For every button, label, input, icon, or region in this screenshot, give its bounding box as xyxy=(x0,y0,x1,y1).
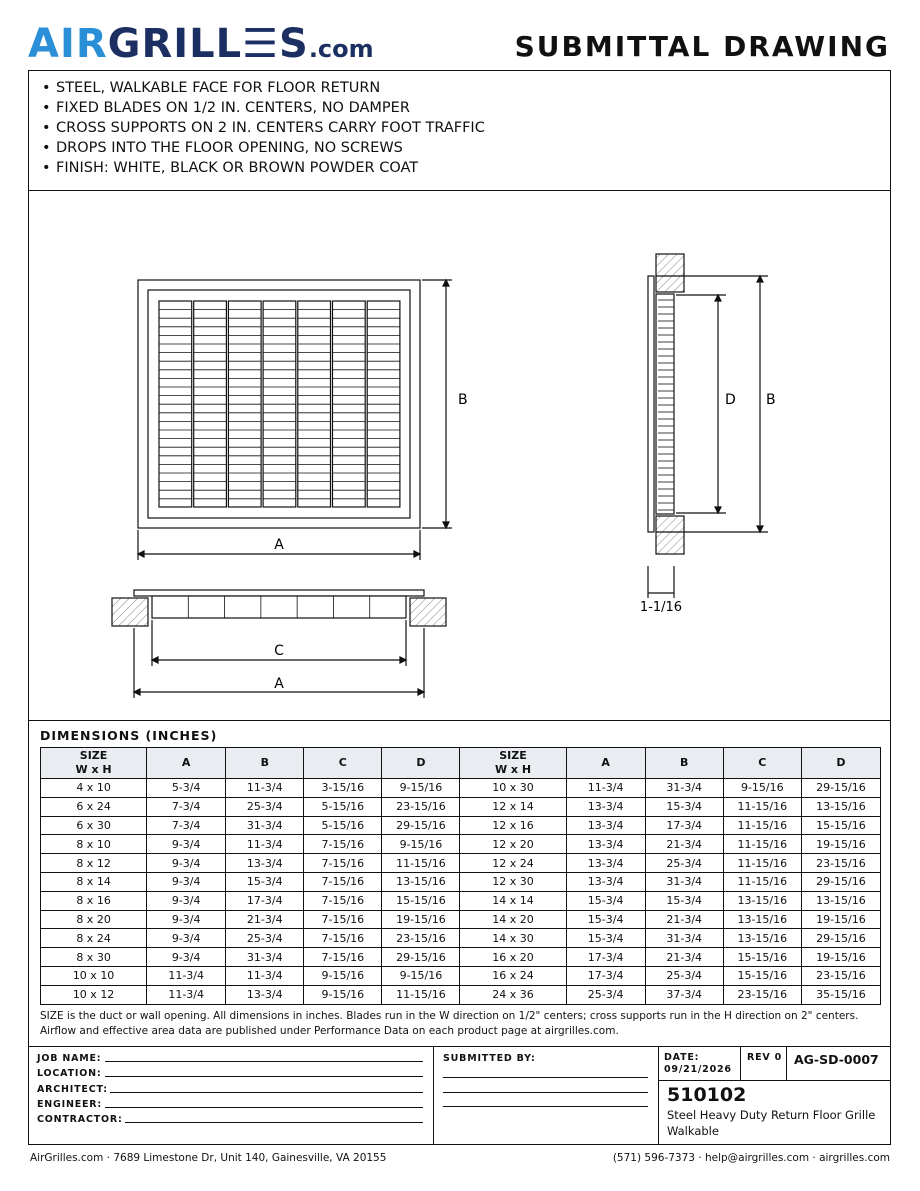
engineer-field[interactable] xyxy=(105,1107,423,1108)
table-header-cell: SIZE W x H xyxy=(41,748,147,779)
table-cell: 11-15/16 xyxy=(382,854,460,873)
table-cell: 23-15/16 xyxy=(723,985,801,1004)
front-view xyxy=(138,280,452,560)
table-cell: 17-3/4 xyxy=(645,816,723,835)
table-row xyxy=(41,816,881,835)
table-cell: 11-3/4 xyxy=(566,779,645,798)
table-cell: 13-3/4 xyxy=(566,797,645,816)
dimensions-title: DIMENSIONS (INCHES) xyxy=(40,728,218,743)
table-cell: 9-15/16 xyxy=(304,985,382,1004)
table-cell: 14 x 14 xyxy=(460,891,566,910)
table-cell: 8 x 12 xyxy=(41,854,147,873)
table-cell: 5-15/16 xyxy=(304,797,382,816)
table-cell: 9-3/4 xyxy=(147,835,226,854)
table-cell: 15-15/16 xyxy=(382,891,460,910)
table-cell: 15-15/16 xyxy=(723,948,801,967)
table-row xyxy=(41,835,881,854)
table-cell: 25-3/4 xyxy=(226,797,304,816)
table-cell: 15-15/16 xyxy=(723,966,801,985)
logo-grilles: GRILL☰S xyxy=(107,21,309,67)
table-cell: 12 x 16 xyxy=(460,816,566,835)
submitted-by-line-3[interactable] xyxy=(443,1106,648,1107)
table-cell: 11-3/4 xyxy=(226,779,304,798)
feature-item: • STEEL, WALKABLE FACE FOR FLOOR RETURN xyxy=(40,78,485,98)
tb-divider-4 xyxy=(786,1046,787,1080)
table-cell: 12 x 24 xyxy=(460,854,566,873)
table-cell: 7-3/4 xyxy=(147,816,226,835)
table-header-cell: C xyxy=(723,748,801,779)
table-cell: 9-3/4 xyxy=(147,929,226,948)
date-value: 09/21/2026 xyxy=(664,1064,732,1075)
table-row xyxy=(41,985,881,1004)
table-cell: 23-15/16 xyxy=(382,929,460,948)
table-cell: 10 x 12 xyxy=(41,985,147,1004)
table-cell: 19-15/16 xyxy=(801,835,880,854)
contractor-field[interactable] xyxy=(125,1122,423,1123)
table-cell: 7-15/16 xyxy=(304,835,382,854)
dimensions-note: SIZE is the duct or wall opening. All dimensions in inches. Blades run in the W direction on 1/2" centers; cross supports run in the H direction on 2" centers. Airflow and effective area data are published under Performance Data on each product page at airgrilles.com. xyxy=(40,1010,859,1037)
table-cell: 11-15/16 xyxy=(723,816,801,835)
table-cell: 17-3/4 xyxy=(226,891,304,910)
table-cell: 11-15/16 xyxy=(723,835,801,854)
table-cell: 13-15/16 xyxy=(723,910,801,929)
table-header-cell: SIZE W x H xyxy=(460,748,566,779)
table-cell: 10 x 30 xyxy=(460,779,566,798)
table-cell: 7-15/16 xyxy=(304,891,382,910)
table-cell: 25-3/4 xyxy=(566,985,645,1004)
titleblock-divider xyxy=(29,1046,890,1047)
section-outer-label: A xyxy=(274,676,284,692)
tb-divider-2 xyxy=(658,1046,659,1145)
table-cell: 12 x 30 xyxy=(460,872,566,891)
side-inner-label: D xyxy=(725,392,736,408)
table-cell: 9-3/4 xyxy=(147,854,226,873)
table-cell: 9-15/16 xyxy=(382,779,460,798)
job-name-label: JOB NAME: xyxy=(37,1053,102,1064)
tb-divider-5 xyxy=(658,1080,891,1081)
table-row xyxy=(41,854,881,873)
table-cell: 15-3/4 xyxy=(645,797,723,816)
table-header-cell: D xyxy=(801,748,880,779)
table-cell: 25-3/4 xyxy=(645,966,723,985)
contractor-label: CONTRACTOR: xyxy=(37,1114,123,1125)
brand-logo xyxy=(28,22,374,71)
table-cell: 23-15/16 xyxy=(382,797,460,816)
table-row xyxy=(41,891,881,910)
location-field[interactable] xyxy=(105,1076,423,1077)
dimensions-table xyxy=(40,747,881,1005)
table-row xyxy=(41,872,881,891)
table-cell: 13-3/4 xyxy=(566,854,645,873)
table-cell: 7-15/16 xyxy=(304,854,382,873)
table-cell: 9-3/4 xyxy=(147,891,226,910)
table-cell: 31-3/4 xyxy=(645,872,723,891)
drawing-divider xyxy=(29,720,890,721)
tb-divider-1 xyxy=(433,1046,434,1145)
table-cell: 23-15/16 xyxy=(801,854,880,873)
table-cell: 13-3/4 xyxy=(226,985,304,1004)
table-cell: 15-3/4 xyxy=(566,929,645,948)
table-cell: 12 x 20 xyxy=(460,835,566,854)
depth-label: 1-1/16 xyxy=(639,600,683,615)
table-cell: 15-15/16 xyxy=(801,816,880,835)
table-cell: 11-15/16 xyxy=(723,854,801,873)
table-cell: 8 x 10 xyxy=(41,835,147,854)
revision: REV 0 xyxy=(747,1052,783,1063)
table-cell: 15-3/4 xyxy=(566,910,645,929)
table-header-cell: C xyxy=(304,748,382,779)
table-cell: 5-3/4 xyxy=(147,779,226,798)
table-cell: 11-3/4 xyxy=(226,835,304,854)
table-cell: 10 x 10 xyxy=(41,966,147,985)
table-cell: 29-15/16 xyxy=(382,948,460,967)
logo-com: .com xyxy=(308,35,374,63)
table-cell: 17-3/4 xyxy=(566,948,645,967)
engineer-label: ENGINEER: xyxy=(37,1099,103,1110)
side-view xyxy=(648,254,768,598)
table-cell: 8 x 30 xyxy=(41,948,147,967)
architect-field[interactable] xyxy=(110,1092,423,1093)
table-cell: 15-3/4 xyxy=(645,891,723,910)
table-cell: 7-15/16 xyxy=(304,910,382,929)
feature-item: • FIXED BLADES ON 1/2 IN. CENTERS, NO DAMPER xyxy=(40,98,485,118)
table-cell: 6 x 24 xyxy=(41,797,147,816)
submitted-by-label: SUBMITTED BY: xyxy=(443,1053,536,1064)
table-cell: 29-15/16 xyxy=(801,929,880,948)
table-cell: 8 x 14 xyxy=(41,872,147,891)
table-cell: 12 x 14 xyxy=(460,797,566,816)
table-header-cell: A xyxy=(566,748,645,779)
table-cell: 8 x 16 xyxy=(41,891,147,910)
table-cell: 4 x 10 xyxy=(41,779,147,798)
table-row xyxy=(41,929,881,948)
date-label: DATE: xyxy=(664,1052,700,1063)
product-description: Steel Heavy Duty Return Floor Grille Walkable xyxy=(667,1108,876,1138)
tb-divider-3 xyxy=(740,1046,741,1080)
document-title: SUBMITTAL DRAWING xyxy=(514,30,890,63)
table-cell: 29-15/16 xyxy=(382,816,460,835)
table-cell: 19-15/16 xyxy=(382,910,460,929)
table-cell: 29-15/16 xyxy=(801,872,880,891)
part-number: 510102 xyxy=(667,1084,747,1106)
table-cell: 9-15/16 xyxy=(382,966,460,985)
table-cell: 9-15/16 xyxy=(304,966,382,985)
table-cell: 7-3/4 xyxy=(147,797,226,816)
document-number: AG-SD-0007 xyxy=(794,1052,879,1067)
logo-air: AIR xyxy=(28,21,108,67)
table-header-cell: D xyxy=(382,748,460,779)
table-cell: 17-3/4 xyxy=(566,966,645,985)
table-row xyxy=(41,948,881,967)
table-cell: 13-15/16 xyxy=(801,797,880,816)
feature-item: • DROPS INTO THE FLOOR OPENING, NO SCREWS xyxy=(40,138,485,158)
table-cell: 31-3/4 xyxy=(226,816,304,835)
table-cell: 11-3/4 xyxy=(147,966,226,985)
feature-item: • FINISH: WHITE, BLACK OR BROWN POWDER COAT xyxy=(40,158,485,178)
table-cell: 6 x 30 xyxy=(41,816,147,835)
front-width-label: A xyxy=(274,537,284,553)
table-cell: 13-15/16 xyxy=(801,891,880,910)
table-cell: 9-3/4 xyxy=(147,948,226,967)
footer-address: AirGrilles.com · 7689 Limestone Dr, Unit 140, Gainesville, VA 20155 xyxy=(30,1152,387,1164)
table-cell: 29-15/16 xyxy=(801,779,880,798)
table-cell: 8 x 24 xyxy=(41,929,147,948)
table-header-cell: B xyxy=(645,748,723,779)
table-cell: 13-3/4 xyxy=(226,854,304,873)
table-cell: 9-15/16 xyxy=(723,779,801,798)
table-cell: 9-15/16 xyxy=(382,835,460,854)
table-cell: 13-3/4 xyxy=(566,872,645,891)
table-cell: 21-3/4 xyxy=(645,910,723,929)
table-cell: 11-3/4 xyxy=(147,985,226,1004)
table-cell: 11-3/4 xyxy=(226,966,304,985)
table-cell: 11-15/16 xyxy=(723,872,801,891)
table-cell: 37-3/4 xyxy=(645,985,723,1004)
table-cell: 11-15/16 xyxy=(382,985,460,1004)
table-cell: 19-15/16 xyxy=(801,948,880,967)
table-cell: 14 x 30 xyxy=(460,929,566,948)
table-cell: 15-3/4 xyxy=(226,872,304,891)
side-outer-label: B xyxy=(766,392,776,408)
table-cell: 31-3/4 xyxy=(645,929,723,948)
table-cell: 13-15/16 xyxy=(723,929,801,948)
table-cell: 14 x 20 xyxy=(460,910,566,929)
location-label: LOCATION: xyxy=(37,1068,102,1079)
table-cell: 21-3/4 xyxy=(226,910,304,929)
footer-contact: (571) 596-7373 · help@airgrilles.com · airgrilles.com xyxy=(612,1152,890,1164)
table-cell: 23-15/16 xyxy=(801,966,880,985)
table-cell: 13-15/16 xyxy=(723,891,801,910)
feature-list xyxy=(40,78,485,178)
table-cell: 7-15/16 xyxy=(304,929,382,948)
table-cell: 21-3/4 xyxy=(645,835,723,854)
table-cell: 11-15/16 xyxy=(723,797,801,816)
table-cell: 7-15/16 xyxy=(304,948,382,967)
section-inner-label: C xyxy=(274,643,284,659)
feature-item: • CROSS SUPPORTS ON 2 IN. CENTERS CARRY FOOT TRAFFIC xyxy=(40,118,485,138)
table-cell: 31-3/4 xyxy=(226,948,304,967)
table-cell: 16 x 20 xyxy=(460,948,566,967)
table-cell: 35-15/16 xyxy=(801,985,880,1004)
table-cell: 5-15/16 xyxy=(304,816,382,835)
table-cell: 15-3/4 xyxy=(566,891,645,910)
blade-grid xyxy=(159,301,400,507)
job-name-field[interactable] xyxy=(105,1061,423,1062)
table-header-cell: B xyxy=(226,748,304,779)
table-cell: 3-15/16 xyxy=(304,779,382,798)
table-row xyxy=(41,779,881,798)
technical-drawing xyxy=(28,190,890,718)
front-height-label: B xyxy=(458,392,468,408)
table-cell: 25-3/4 xyxy=(226,929,304,948)
table-cell: 19-15/16 xyxy=(801,910,880,929)
table-cell: 13-15/16 xyxy=(382,872,460,891)
table-row xyxy=(41,797,881,816)
table-cell: 9-3/4 xyxy=(147,872,226,891)
table-cell: 13-3/4 xyxy=(566,816,645,835)
table-cell: 13-3/4 xyxy=(566,835,645,854)
table-cell: 24 x 36 xyxy=(460,985,566,1004)
table-cell: 31-3/4 xyxy=(645,779,723,798)
table-header-cell: A xyxy=(147,748,226,779)
table-cell: 8 x 20 xyxy=(41,910,147,929)
architect-label: ARCHITECT: xyxy=(37,1084,108,1095)
table-cell: 16 x 24 xyxy=(460,966,566,985)
submitted-by-line-1[interactable] xyxy=(443,1077,648,1078)
table-cell: 25-3/4 xyxy=(645,854,723,873)
table-row xyxy=(41,966,881,985)
table-cell: 21-3/4 xyxy=(645,948,723,967)
table-cell: 9-3/4 xyxy=(147,910,226,929)
submitted-by-line-2[interactable] xyxy=(443,1092,648,1093)
table-row xyxy=(41,910,881,929)
table-cell: 7-15/16 xyxy=(304,872,382,891)
